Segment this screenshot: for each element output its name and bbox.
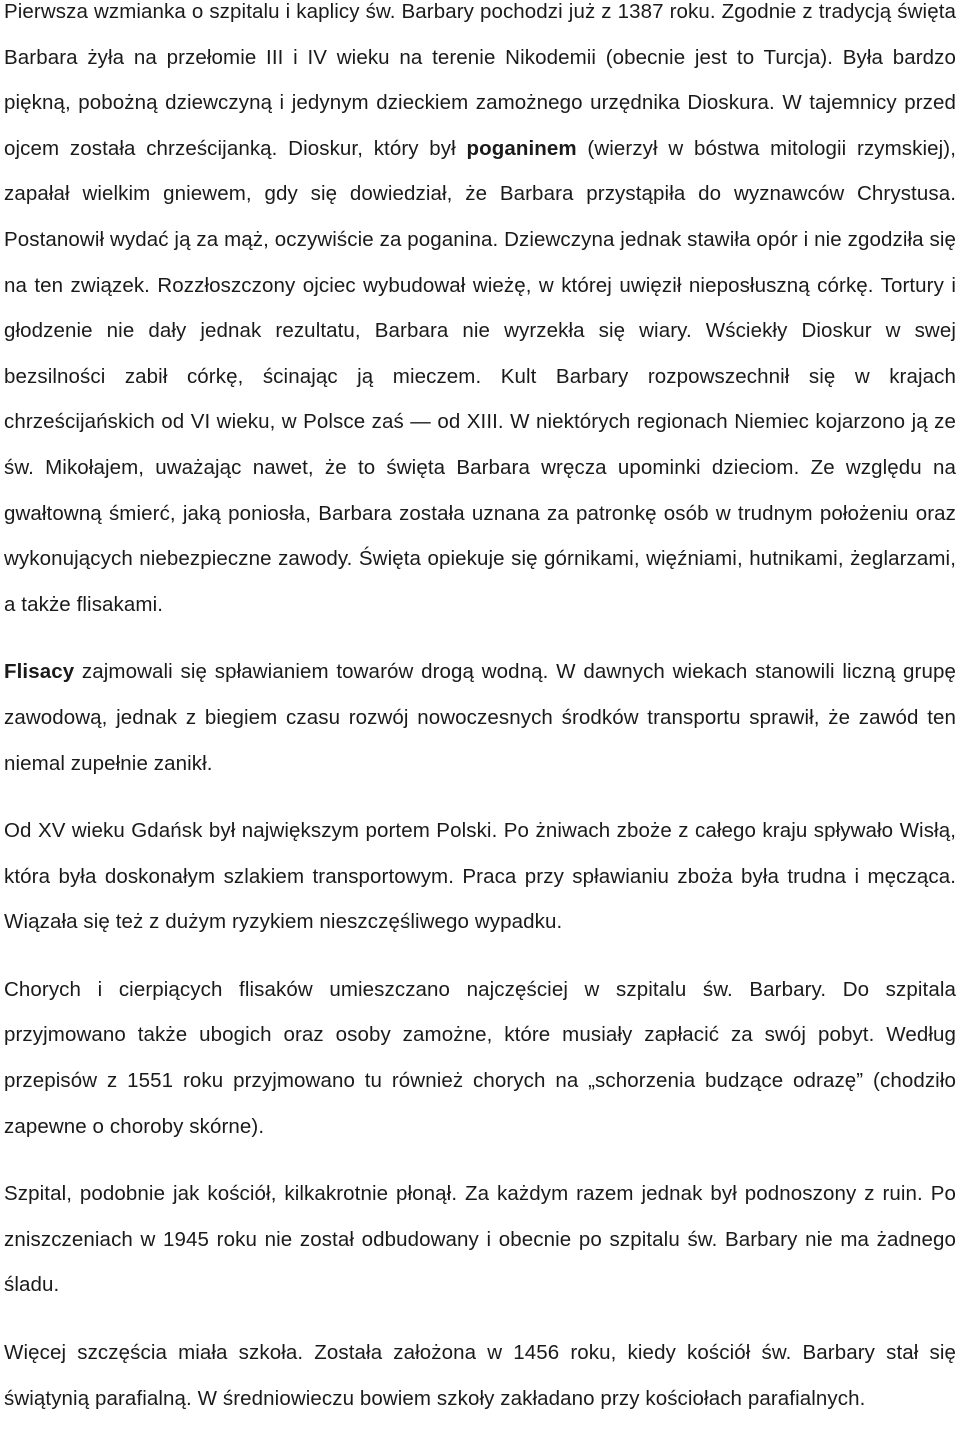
paragraph-gdansk-port xyxy=(4,808,956,945)
paragraph-gap xyxy=(4,627,956,649)
paragraph-gap xyxy=(4,945,956,967)
paragraph-gap xyxy=(4,1149,956,1171)
text-segment: Pierwsza wzmianka o szpitalu i kaplicy św. Barbary pochodzi już z 1387 roku. Zgodnie z tradycją święta Barbara żyła na przełomie III i IV wieku na terenie Nikodemii (obecnie jest to Turcja). Była bardzo piękną, pobożną dziewczyną i jedynym dzieckiem zamożnego urzędnika Dioskura. W tajemnicy przed ojcem została chrześcijanką. Dioskur, który był xyxy=(4,0,956,160)
text-segment: zajmowali się spławianiem towarów drogą wodną. W dawnych wiekach stanowili liczną grupę zawodową, jednak z biegiem czasu rozwój nowoczesnych środków transportu sprawił, że zawód ten niemal zupełnie zanikł. xyxy=(4,660,956,775)
bold-term-poganinem: poganinem xyxy=(466,136,577,160)
paragraph-sick-raftsmen xyxy=(4,967,956,1149)
paragraph-gap xyxy=(4,1308,956,1330)
paragraph-gap xyxy=(4,786,956,808)
paragraph-saint-barbara xyxy=(4,0,956,627)
paragraph-hospital-fires xyxy=(4,1171,956,1308)
paragraph-school xyxy=(4,1330,956,1421)
text-segment: Więcej szczęścia miała szkoła. Została założona w 1456 roku, kiedy kościół św. Barbary stał się świątynią parafialną. W średniowieczu bowiem szkoły zakładano przy kościołach parafialnych. xyxy=(4,1341,956,1410)
text-segment: (wierzył w bóstwa mitologii rzymskiej), zapałał wielkim gniewem, gdy się dowiedział, że Barbara przystąpiła do wyznawców Chrystusa. Postanowił wydać ją za mąż, oczywiście za poganina. Dziewczyna jednak stawiła opór i nie zgodziła się na ten związek. Rozzłoszczony ojciec wybudował wieżę, w której uwięził nieposłuszną córkę. Tortury i głodzenie nie dały jednak rezultatu, Barbara nie wyrzekła się wiary. Wściekły Dioskur w swej bezsilności zabił córkę, ścinając ją mieczem. Kult Barbary rozpowszechnił się w krajach chrześcijańskich od VI wieku, w Polsce zaś — od XIII. W niektórych regionach Niemiec kojarzono ją ze św. Mikołajem, uważając nawet, że to święta Barbara wręcza upominki dzieciom. Ze względu na gwałtowną śmierć, jaką poniosła, Barbara została uznana za patronkę osób w trudnym położeniu oraz wykonujących niebezpieczne zawody. Święta opiekuje się górnikami, więźniami, hutnikami, żeglarzami, a także flisakami. xyxy=(4,136,956,616)
text-segment: Chorych i cierpiących flisaków umieszczano najczęściej w szpitalu św. Barbary. Do szpitala przyjmowano także ubogich oraz osoby zamożne, które musiały zapłacić za swój pobyt. Według przepisów z 1551 roku przyjmowano tu również chorych na „schorzenia budzące odrazę” (chodziło zapewne o choroby skórne). xyxy=(4,977,956,1138)
paragraph-flisacy xyxy=(4,649,956,786)
text-segment: Od XV wieku Gdańsk był największym portem Polski. Po żniwach zboże z całego kraju spływało Wisłą, która była doskonałym szlakiem transportowym. Praca przy spławianiu zboża była trudna i męcząca. Wiązała się też z dużym ryzykiem nieszczęśliwego wypadku. xyxy=(4,819,956,934)
bold-term-flisacy: Flisacy xyxy=(4,660,75,684)
text-segment: Szpital, podobnie jak kościół, kilkakrotnie płonął. Za każdym razem jednak był podnoszony z ruin. Po zniszczeniach w 1945 roku nie został odbudowany i obecnie po szpitalu św. Barbary nie ma żadnego śladu. xyxy=(4,1182,956,1297)
